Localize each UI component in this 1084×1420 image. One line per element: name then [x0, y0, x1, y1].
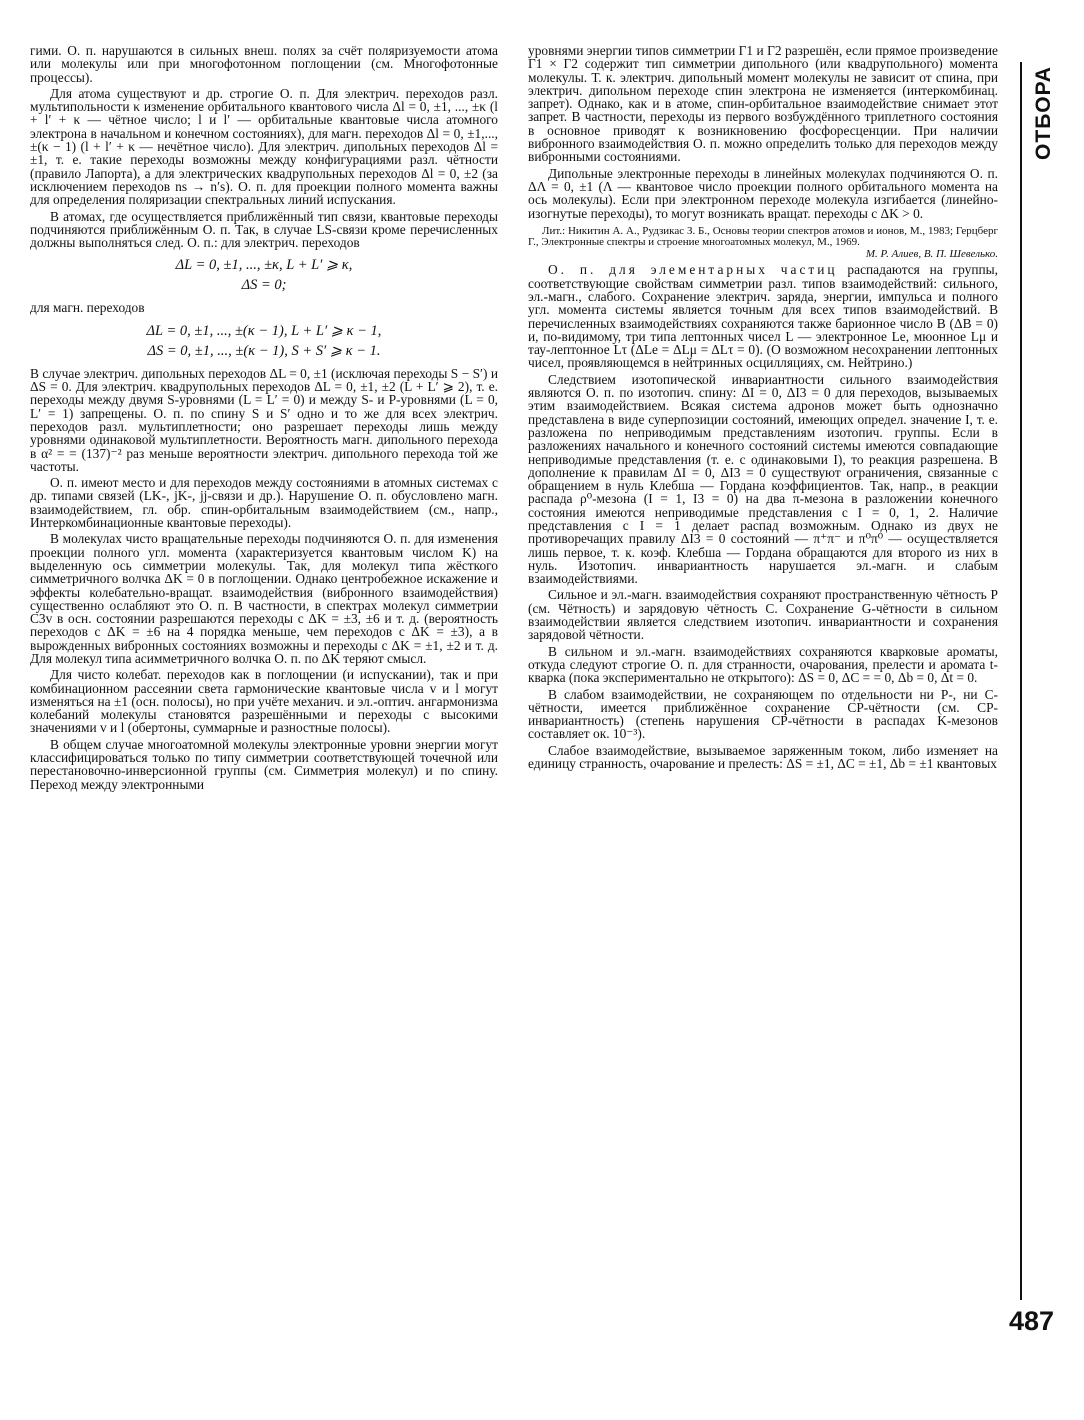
left-column	[30, 44, 498, 791]
paragraph: для магн. переходов	[30, 300, 145, 316]
paragraph: О. п. имеют место и для переходов между состояниями в атомных системах с др. типами связей (LK-, jK-, jj-связи и др.). Нарушение О. п. обусловлено магн. взаимодействием, гл. обр. спин-орбитальным взаимодействием (см., напр., Интеркомбинационные квантовые переходы).	[30, 475, 498, 531]
section-paragraph	[528, 263, 998, 369]
paragraph: Сильное и эл.-магн. взаимодействия сохраняют пространственную чётность P (см. Чётность) и зарядовую чётность C. Сохранение G-чётности в сильном взаимодействии является следствием изотопич. инвариантности и сохранения зарядовой чётности.	[528, 587, 998, 643]
paragraph: гими. О. п. нарушаются в сильных внеш. полях за счёт поляризуемости атома или молекулы или при многофотонном поглощении (см. Многофотонные процессы).	[30, 43, 498, 85]
formula-line: ΔL = 0, ±1, ..., ±(κ − 1), L + L′ ⩾ κ − 1,	[146, 322, 382, 339]
paragraph: В общем случае многоатомной молекулы электронные уровни энергии могут классифицироваться только по типу симметрии соответствующей точечной или перестановочно-инверсионной группы (см. Симметрия молекул) и по спину. Переход между электронными	[30, 736, 498, 792]
paragraph: В атомах, где осуществляется приближённый тип связи, квантовые переходы подчиняются приближённым О. п. Так, в случае LS-связи кроме перечисленных должны выполняться след. О. п.: для электрич. переходов	[30, 208, 498, 251]
formula-line: ΔS = 0;	[241, 277, 287, 294]
literature-text: Лит.: Никитин А. А., Рудзикас З. Б., Основы теории спектров атомов и ионов, М., 1983; Герцберг Г., Электронные спектры и строение многоатомных молекул, М., 1969.	[528, 224, 998, 249]
paragraph: Следствием изотопической инвариантности сильного взаимодействия являются О. п. по изотопич. спину: ΔI = 0, ΔI3 = 0 для переходов, вызываемых этим взаимодействием. Всякая система адронов может быть однозначно представлена в виде суперпозиции состояний, имеющих определ. значение I, т. е. разложена по неприводимым представлениям изотопич. группы. Если в разложениях начального и конечного состояний системы имеются совпадающие неприводимые представления (т. е. с одинаковыми I), то реакция разрешена. В дополнение к правилам ΔI = 0, ΔI3 = 0 существуют ограничения, связанные с обращением в нуль Клебша — Гордана коэффициентов. Так, напр., в реакции распада ρ⁰-мезона (I = 1, I3 = 0) на два π-мезона в разложении конечного состояния имеются неприводимые представления с I = 0, 1, 2. Наличие представления с I = 1 делает распад возможным. Однако из двух не противоречащих правилу ΔI3 = 0 состояний — π⁺π⁻ и π⁰π⁰ — осуществляется лишь первое, т. к. коэф. Клебша — Гордана обращаются для второго из них в нуль. Изотопич. инвариантность нарушается эл.-магн. и слабым взаимодействиями.	[528, 371, 998, 587]
formula-electric	[30, 255, 498, 295]
paragraph: Для чисто колебат. переходов как в поглощении (и испускании), так и при комбинационном рассеянии света гармонические квантовые числа v и l могут изменяться на ±1 (осн. полосы), но при учёте механич. и эл.-оптич. ангармонизма колебаний молекулы становятся разрешёнными и переходы с высокими значениями v и l (обертоны, суммарные и разностные полосы).	[30, 667, 498, 736]
section-tab	[1030, 58, 1058, 168]
paragraph: В молекулах чисто вращательные переходы подчиняются О. п. для изменения проекции полного угл. момента (характеризуется квантовым числом K) на выделенную ось симметрии молекулы. Так, для молекул типа жёсткого симметричного волчка ΔK = 0 в поглощении. Однако центробежное искажение и эффекты колебательно-вращат. взаимодействия (вибронного взаимодействия) существенно ослабляют это О. п. В частности, в спектрах молекул симметрии C3v в осн. состоянии разрешаются переходы с ΔK = ±3, ±6 и т. д. (вероятность переходов с ΔK = ±6 на 4 порядка меньше, чем переходов с ΔK = ±3), а в вырожденных вибронных состояниях возможны и переходы с ΔK = ±1, ±2 и т. д. Для молекул типа асимметричного волчка О. п. по ΔK теряют смысл.	[30, 531, 498, 666]
paragraph: Для атома существуют и др. строгие О. п. Для электрич. переходов разл. мультипольности κ изменение орбитального квантового числа Δl = 0, ±1, ..., ±κ (l + l′ + κ — чётное число; l и l′ — орбитальные квантовые числа атомного электрона в начальном и конечном состояниях), для магн. переходов Δl = 0, ±1,..., ±(κ − 1) (l + l′ + κ — нечётное число). Для электрич. дипольных переходов Δl = ±1, т. е. такие переходы возможны между конфигурациями разл. чётности (правило Лапорта), а для электрических квадрупольных переходов Δl = 0, ±2 (за исключением переходов ns → n′s). О. п. для проекции полного момента важны для определения поляризации спектральных линий испускания.	[30, 85, 498, 208]
paragraph: уровнями энергии типов симметрии Γ1 и Γ2 разрешён, если прямое произведение Γ1 × Γ2 содержит тип симметрии дипольного (или квадрупольного) момента молекулы. Т. к. электрич. дипольный момент молекулы не зависит от спина, при электрич. дипольном переходе спин электрона не изменяется (интеркомбинац. запрет). Однако, как и в атоме, спин-орбитальное взаимодействие снимает этот запрет. В частности, переходы из первого возбуждённого триплетного состояния в основное приводят к возникновению фосфоресценции. При наличии вибронного взаимодействия О. п. можно определить только для переходов между вибронными состояниями.	[528, 43, 998, 165]
section-tab-label: ОТБОРА	[1032, 66, 1055, 160]
literature-references	[528, 226, 998, 261]
paragraph: Дипольные электронные переходы в линейных молекулах подчиняются О. п. ΔΛ = 0, ±1 (Λ — квантовое число проекции полного орбитального момента на ось молекулы). Если при электронном переходе молекула изгибается (линейно-изогнутые переходы), то могут возникать вращат. переходы с ΔK > 0.	[528, 165, 998, 221]
right-column	[528, 44, 998, 770]
section-heading: О. п. для элементарных частиц	[548, 262, 838, 278]
paragraph: В слабом взаимодействии, не сохраняющем по отдельности ни P-, ни C-чётности, имеется приближённое сохранение CP-чётности (см. CP-инвариантность) (степень нарушения CP-чётности в распадах K-мезонов составляет ок. 10⁻³).	[528, 686, 998, 742]
section-text: распадаются на группы, соответствующие свойствам симметрии разл. типов взаимодействий: сильного, эл.-магн., слабого. Сохранение электрич. заряда, энергии, импульса и полного угл. момента системы является точным для всех типов взаимодействий. В перечисленных взаимодействиях сохраняются также барионное число B (ΔB = 0) и, по-видимому, три типа лептонных чисел L — электронное Le, мюонное Lμ и тау-лептонное Lτ (ΔLe = ΔLμ = ΔLτ = 0). (О возможном несохранении лептонных чисел, проявляющемся в нейтринных осцилляциях, см. Нейтрино.)	[528, 262, 999, 371]
paragraph: В сильном и эл.-магн. взаимодействиях сохраняются кварковые ароматы, откуда следуют строгие О. п. для странности, очарования, прелести и аромата t-кварка (пока экспериментально не открытого): ΔS = 0, ΔC = = 0, Δb = 0, Δt = 0.	[528, 643, 998, 686]
article-authors: М. Р. Алиев, В. П. Шевелько.	[865, 247, 998, 260]
paragraph: В случае электрич. дипольных переходов ΔL = 0, ±1 (исключая переходы S − S′) и ΔS = 0. Для электрич. квадрупольных переходов ΔL = 0, ±1, ±2 (L + L′ ⩾ 2), т. е. переходы между двумя S-уровнями (L = L′ = 0) и между S- и P-уровнями (L = 0, L′ = 1) запрещены. О. п. по спину S и S′ одно и то же для всех электрич. переходов разл. мультиплетности; оно разрешает переходы лишь между уровнями одинаковой мультиплетности. Вероятность магн. дипольного перехода в α² = = (137)⁻² раз меньше вероятности электрич. дипольного перехода той же частоты.	[30, 365, 498, 474]
formula-line: ΔL = 0, ±1, ..., ±κ, L + L′ ⩾ κ,	[175, 257, 353, 274]
paragraph: Слабое взаимодействие, вызываемое заряженным током, либо изменяет на единицу странность, очарование и прелесть: ΔS = ±1, ΔC = ±1, Δb = ±1 квантовых	[528, 742, 998, 772]
formula-magnetic	[30, 321, 498, 361]
section-divider-rule	[1020, 62, 1022, 1300]
page-number: 487	[1008, 1306, 1054, 1336]
formula-line: ΔS = 0, ±1, ..., ±(κ − 1), S + S′ ⩾ κ − 1.	[147, 342, 381, 359]
